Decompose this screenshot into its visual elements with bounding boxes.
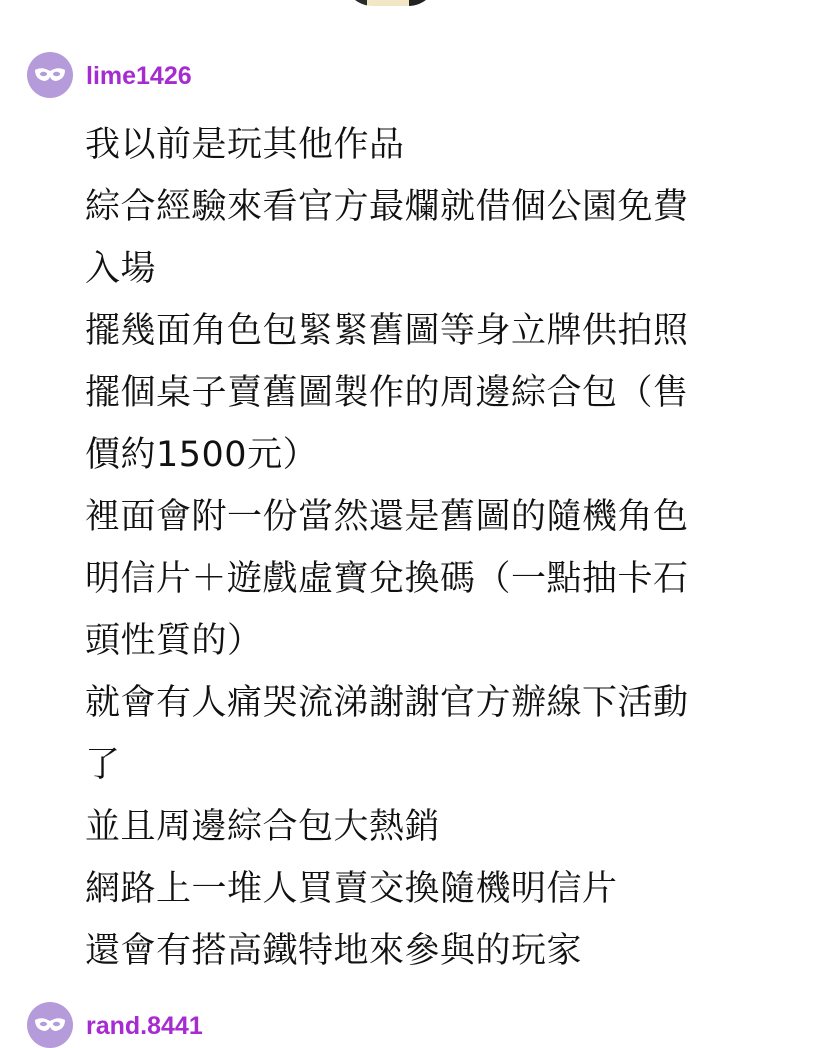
comment-text: [85, 114, 805, 982]
username[interactable]: lime1426: [86, 62, 192, 90]
comment-line: 擺個桌子賣舊圖製作的周邊綜合包（售: [85, 373, 689, 413]
comment-line: 入場: [85, 249, 157, 289]
comment-line: 明信片＋遊戲虛寶兌換碼（一點抽卡石: [85, 559, 689, 599]
username[interactable]: rand.8441: [86, 1012, 203, 1040]
comment-line: 頭性質的）: [85, 621, 263, 661]
comment-line: 並且周邊綜合包大熱銷: [85, 807, 441, 847]
image-fragment: [409, 0, 437, 6]
avatar[interactable]: [27, 1002, 73, 1048]
masquerade-mask-icon: [34, 66, 66, 84]
comment-line: 我以前是玩其他作品: [85, 125, 405, 165]
previous-post-image[interactable]: [343, 0, 438, 6]
comment-line: 擺幾面角色包緊緊舊圖等身立牌供拍照: [85, 311, 689, 351]
comment-line: 價約1500元）: [85, 435, 319, 475]
avatar[interactable]: [27, 52, 73, 98]
comment-line: 裡面會附一份當然還是舊圖的隨機角色: [85, 497, 689, 537]
comment-line: 就會有人痛哭流涕謝謝官方辦線下活動: [85, 683, 689, 723]
image-fragment: [343, 0, 367, 6]
comment-line: 綜合經驗來看官方最爛就借個公園免費: [85, 187, 689, 227]
masquerade-mask-icon: [34, 1016, 66, 1034]
image-fragment: [367, 0, 409, 6]
comment-line: 還會有搭高鐵特地來參與的玩家: [85, 931, 583, 971]
comment-line: 了: [85, 745, 121, 785]
comment-line: 網路上一堆人買賣交換隨機明信片: [85, 869, 618, 909]
